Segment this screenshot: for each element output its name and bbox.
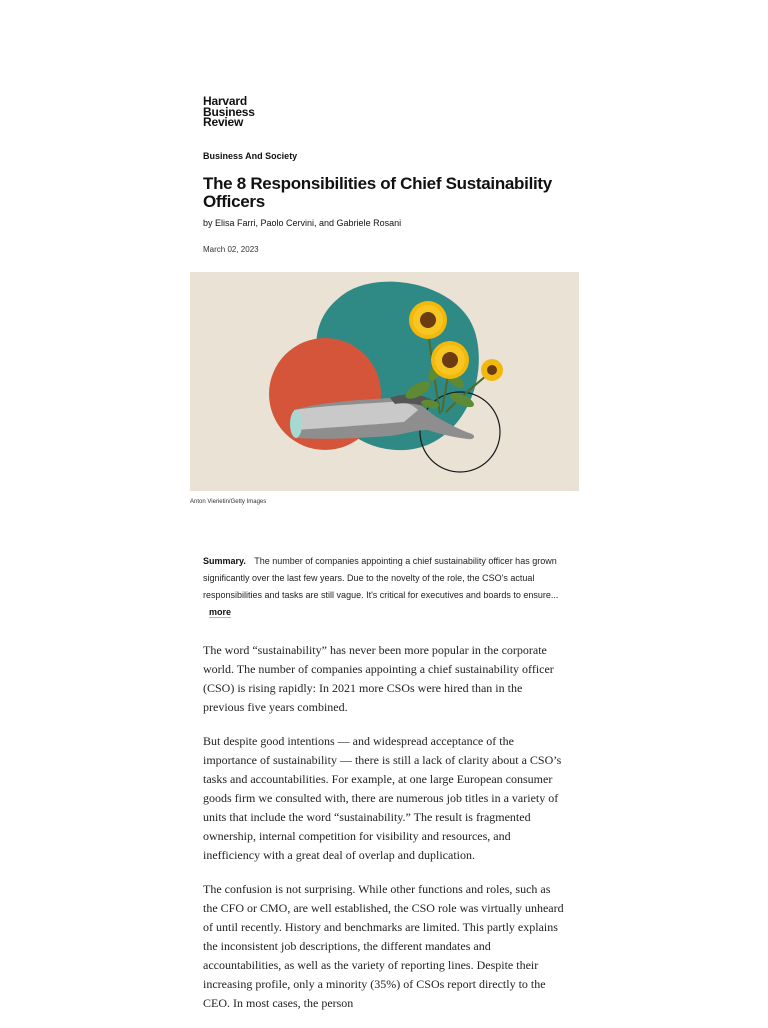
hero-illustration [190, 272, 579, 491]
logo-line-1: Harvard [203, 94, 247, 108]
sunflower-right [481, 359, 503, 381]
sunflower-top [409, 301, 447, 339]
byline: by Elisa Farri, Paolo Cervini, and Gabriele Rosani [203, 218, 402, 228]
hbr-logo[interactable] [203, 96, 255, 128]
hero-image [190, 272, 579, 491]
logo-line-3: Review [203, 115, 244, 129]
article-title: The 8 Responsibilities of Chief Sustainability Officers [203, 174, 552, 211]
article-body [203, 641, 565, 1028]
summary-label: Summary. [203, 556, 246, 566]
body-paragraph-1: The word “sustainability” has never been more popular in the corporate world. The number of companies appointing a chief sustainability officer (CSO) is rising rapidly: In 2021 more CSOs were hired than in the previous five years combined. [203, 643, 554, 714]
image-credit: Anton Vierietin/Getty Images [190, 499, 267, 505]
summary-text: The number of companies appointing a chief sustainability officer has grown significantly over the last few years. Due to the novelty of the role, the CSO's actual responsibilities and tasks are still vague. It's critical for executives and boards to ensure... [203, 556, 559, 600]
body-paragraph-2: But despite good intentions — and widespread acceptance of the importance of sustainability — there is still a lack of clarity about a CSO’s tasks and accountabilities. For example, at one large European consumer goods firm we consulted with, there are numerous job titles in a variety of units that include the word “sustainability.” The result is fragmented ownership, internal competition for visibility and resources, and inefficiency with a great deal of overlap and duplication. [203, 734, 562, 862]
summary-block [203, 553, 565, 621]
summary-more-link[interactable]: more [209, 607, 232, 617]
sunflower-middle [431, 341, 469, 379]
body-paragraph-3: The confusion is not surprising. While other functions and roles, such as the CFO or CMO, are well established, the CSO role was virtually unheard of until recently. History and benchmarks are limited. This partly explains the inconsistent job descriptions, the different mandates and accountabilities, as well as the variety of reporting lines. Despite their increasing profile, only a minority (35%) of CSOs report directly to the CEO. In most cases, the person [203, 882, 564, 1010]
publish-date: March 02, 2023 [203, 245, 259, 254]
topic-link[interactable]: Business And Society [203, 151, 298, 161]
logo-line-2: Business [203, 104, 255, 119]
